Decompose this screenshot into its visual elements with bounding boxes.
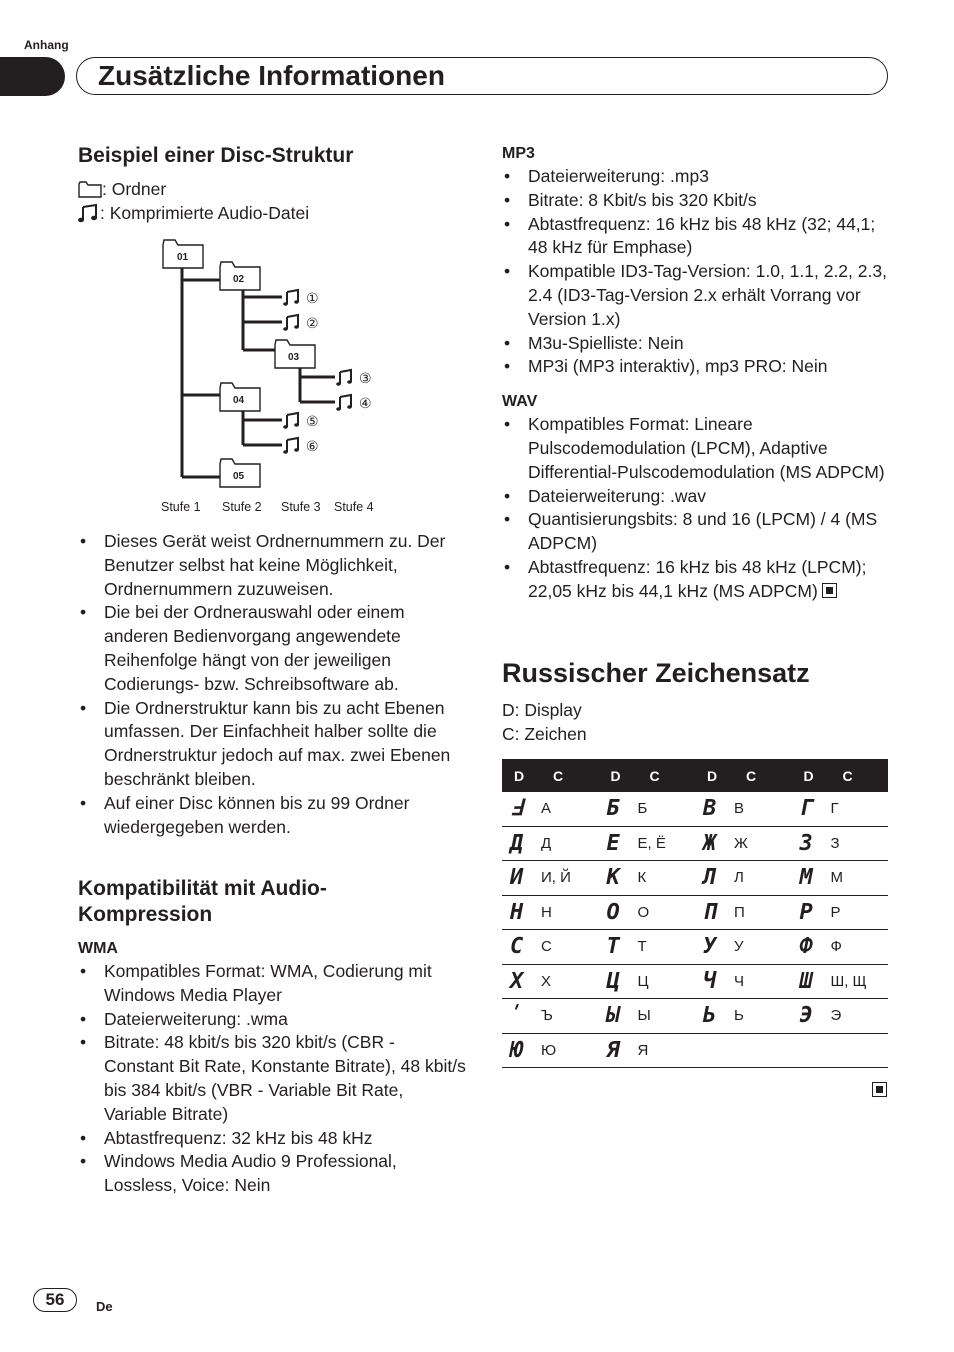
table-cell-display [695, 999, 734, 1034]
table-cell-character: Я [637, 1033, 694, 1068]
legend-audio [78, 201, 468, 225]
folder-03-label: 03 [288, 352, 300, 363]
table-cell-display [598, 964, 637, 999]
table-cell-display [695, 964, 734, 999]
table-cell-display [502, 930, 541, 965]
display-glyph: Ь [702, 1003, 716, 1029]
table-cell-display [791, 1033, 830, 1068]
table-header: C [734, 759, 791, 792]
folder-04-label: 04 [233, 395, 245, 406]
table-cell-display [598, 861, 637, 896]
display-glyph: О [606, 899, 619, 925]
wma-heading: WMA [78, 940, 118, 957]
list-item: • Abtastfrequenz: 32 kHz bis 48 kHz [80, 1127, 373, 1148]
folder-01-label: 01 [177, 252, 189, 263]
folder-02-label: 02 [233, 274, 245, 285]
display-glyph: Д [510, 830, 523, 856]
table-cell-character: Э [830, 999, 888, 1034]
key-display: D: Display [502, 700, 582, 720]
mp3-section [502, 145, 892, 604]
list-item: • Abtastfrequenz: 16 kHz bis 48 kHz (LPCM); 22,05 kHz bis 44,1 kHz (MS ADPCM) [504, 556, 867, 601]
display-glyph: Ы [606, 1003, 619, 1029]
table-row [502, 999, 888, 1034]
table-cell-character: Ш, Щ [830, 964, 888, 999]
table-cell-display [695, 930, 734, 965]
table-row [502, 792, 888, 826]
table-cell-display [502, 999, 541, 1034]
table-header: C [637, 759, 694, 792]
table-row [502, 1033, 888, 1068]
table-header: D [502, 759, 541, 792]
compat-heading: Kompatibilität mit Audio-Kompression [78, 877, 327, 926]
file-5-label: ⑤ [306, 414, 319, 430]
table-cell-character: О [637, 895, 694, 930]
level-4-label: Stufe 4 [334, 500, 374, 514]
table-cell-display [695, 826, 734, 861]
table-cell-character: Н [541, 895, 598, 930]
table-cell-character: Ь [734, 999, 791, 1034]
legend-audio-text: : Komprimierte Audio-Datei [100, 203, 310, 223]
table-cell-character: У [734, 930, 791, 965]
charset-table [502, 759, 888, 1068]
table-cell-character: Е, Ё [637, 826, 694, 861]
display-glyph: Ф [799, 934, 812, 960]
table-cell-character [734, 1033, 791, 1068]
table-cell-display [791, 964, 830, 999]
table-row [502, 861, 888, 896]
table-cell-display [791, 930, 830, 965]
table-cell-display [598, 1033, 637, 1068]
end-mark-icon [872, 1082, 887, 1097]
music-note-icon [78, 203, 100, 223]
file-1-label: ① [306, 291, 319, 307]
music-note-icon [336, 395, 352, 411]
table-cell-display [791, 792, 830, 826]
disc-structure-section [78, 143, 468, 225]
table-cell-character: С [541, 930, 598, 965]
table-cell-display [502, 826, 541, 861]
list-item: • Quantisierungsbits: 8 und 16 (LPCM) / 4 (MS ADPCM) [504, 509, 878, 554]
table-row [502, 895, 888, 930]
page-title: Zusätzliche Informationen [98, 60, 445, 91]
table-row [502, 826, 888, 861]
display-glyph: ʹ [510, 1003, 523, 1029]
list-item: • Kompatibles Format: Lineare Pulscodemodulation (LPCM), Adaptive Differential-Pulscodemodulation (MS ADPCM) [504, 414, 885, 482]
table-cell-character: К [637, 861, 694, 896]
display-glyph: Т [606, 934, 619, 960]
table-cell-display [791, 861, 830, 896]
display-glyph: Ю [510, 1037, 523, 1063]
display-glyph: С [510, 934, 523, 960]
table-cell-character: Л [734, 861, 791, 896]
display-glyph: Н [510, 899, 523, 925]
table-row [502, 964, 888, 999]
list-item: • Dieses Gerät weist Ordnernummern zu. Der Benutzer selbst hat keine Möglichkeit, Ordnernummern zuzuweisen. [80, 531, 446, 599]
music-note-icon [283, 413, 299, 429]
display-glyph: Я [606, 1037, 619, 1063]
page-number: 56 [33, 1288, 77, 1312]
wav-heading: WAV [502, 393, 538, 411]
list-item: • MP3i (MP3 interaktiv), mp3 PRO: Nein [504, 356, 828, 377]
table-cell-character: Ю [541, 1033, 598, 1068]
table-cell-character [830, 1033, 888, 1068]
table-cell-character: Х [541, 964, 598, 999]
table-header: C [830, 759, 888, 792]
table-cell-display [695, 861, 734, 896]
charset-table-wrap [502, 759, 888, 1068]
russian-heading: Russischer Zeichensatz [502, 658, 810, 688]
disc-tree-diagram [150, 235, 390, 525]
table-cell-character: А [541, 792, 598, 826]
table-cell-display [791, 999, 830, 1034]
file-3-label: ③ [359, 371, 372, 387]
table-cell-character: Д [541, 826, 598, 861]
table-cell-display [598, 826, 637, 861]
display-glyph: М [799, 865, 812, 891]
level-1-label: Stufe 1 [161, 500, 201, 514]
music-note-icon [283, 290, 299, 306]
table-cell-character: Ф [830, 930, 888, 965]
section-label: Anhang [24, 38, 69, 52]
table-cell-display [695, 895, 734, 930]
table-cell-character: Ц [637, 964, 694, 999]
list-item: • Windows Media Audio 9 Professional, Lossless, Voice: Nein [80, 1151, 397, 1196]
legend-folder [78, 177, 468, 201]
music-note-icon [283, 438, 299, 454]
table-cell-display [598, 930, 637, 965]
table-cell-character: Б [637, 792, 694, 826]
list-item: • Dateierweiterung: .wav [504, 485, 706, 506]
display-glyph: Ⅎ [510, 796, 522, 822]
table-cell-character: Ж [734, 826, 791, 861]
file-6-label: ⑥ [306, 439, 319, 455]
folder-05-label: 05 [233, 471, 245, 482]
table-cell-character: Т [637, 930, 694, 965]
table-row [502, 930, 888, 965]
mp3-heading: MP3 [502, 145, 535, 162]
level-2-label: Stufe 2 [222, 500, 262, 514]
end-mark-icon [822, 583, 837, 598]
table-header: D [695, 759, 734, 792]
section-tab [0, 57, 65, 96]
display-glyph: П [702, 899, 716, 925]
folder-icon [78, 180, 102, 198]
table-cell-display [695, 792, 734, 826]
list-item: • Dateierweiterung: .wma [80, 1008, 288, 1029]
table-header: C [541, 759, 598, 792]
list-item: • Abtastfrequenz: 16 kHz bis 48 kHz (32; 44,1; 48 kHz für Emphase) [504, 213, 876, 258]
display-glyph: У [702, 934, 716, 960]
table-cell-character: П [734, 895, 791, 930]
display-glyph: Г [799, 796, 812, 822]
table-cell-display [502, 861, 541, 896]
display-glyph: Ч [702, 968, 716, 994]
display-glyph: Ж [702, 830, 716, 856]
table-cell-character: Ы [637, 999, 694, 1034]
russian-section [502, 657, 892, 747]
legend-folder-text: : Ordner [102, 179, 167, 199]
table-cell-character: И, Й [541, 861, 598, 896]
compat-section [78, 876, 468, 1198]
table-cell-display [791, 895, 830, 930]
disc-notes [78, 530, 466, 839]
table-cell-character: З [830, 826, 888, 861]
table-cell-character: Ч [734, 964, 791, 999]
display-glyph: В [702, 796, 716, 822]
table-cell-character: М [830, 861, 888, 896]
table-cell-display [502, 1033, 541, 1068]
table-cell-display [502, 964, 541, 999]
table-header: D [791, 759, 830, 792]
list-item: • Dateierweiterung: .mp3 [504, 166, 709, 186]
table-cell-display [695, 1033, 734, 1068]
display-glyph: К [606, 865, 619, 891]
list-item: • Auf einer Disc können bis zu 99 Ordner wiedergegeben werden. [80, 792, 410, 837]
list-item: • Bitrate: 8 Kbit/s bis 320 Kbit/s [504, 189, 757, 210]
list-item: • Bitrate: 48 kbit/s bis 320 kbit/s (CBR - Constant Bit Rate, Konstante Bitrate), 48 kbit/s bis 384 kbit/s (VBR - Variable Bit Rate, Variable Bitrate) [80, 1032, 466, 1124]
display-glyph: Ц [606, 968, 619, 994]
table-cell-character: Г [830, 792, 888, 826]
display-glyph: Х [510, 968, 523, 994]
music-note-icon [283, 315, 299, 331]
table-cell-display [598, 792, 637, 826]
list-item: • Kompatibles Format: WMA, Codierung mit Windows Media Player [80, 961, 432, 1005]
language-code: De [96, 1299, 113, 1314]
music-note-icon [336, 370, 352, 386]
table-cell-display [598, 999, 637, 1034]
file-2-label: ② [306, 316, 319, 332]
table-cell-character: Р [830, 895, 888, 930]
key-character: C: Zeichen [502, 723, 587, 744]
file-4-label: ④ [359, 396, 372, 412]
display-glyph: Э [799, 1003, 812, 1029]
display-glyph: И [510, 865, 523, 891]
display-glyph: Е [606, 830, 619, 856]
list-item: • Die Ordnerstruktur kann bis zu acht Ebenen umfassen. Der Einfachheit halber sollte die Ordnerstruktur jedoch auf max. zwei Ebenen beschränkt bleiben. [80, 697, 451, 789]
table-cell-character: Ъ [541, 999, 598, 1034]
level-3-label: Stufe 3 [281, 500, 321, 514]
display-glyph: Б [606, 796, 619, 822]
display-glyph: З [799, 830, 812, 856]
list-item: • M3u-Spielliste: Nein [504, 332, 684, 353]
list-item: • Kompatible ID3-Tag-Version: 1.0, 1.1, 2.2, 2.3, 2.4 (ID3-Tag-Version 2.x erhält Vorrang vor Version 1.x) [504, 261, 887, 329]
display-glyph: Р [799, 899, 812, 925]
display-glyph: Л [702, 865, 716, 891]
list-item: • Die bei der Ordnerauswahl oder einem anderen Bedienvorgang angewendete Reihenfolge hängt von der jeweiligen Codierungs- bzw. Schreibsoftware ab. [80, 602, 405, 694]
disc-heading: Beispiel einer Disc-Struktur [78, 144, 354, 167]
display-glyph: Ш [799, 968, 812, 994]
table-cell-display [502, 792, 541, 826]
table-cell-display [598, 895, 637, 930]
table-cell-display [791, 826, 830, 861]
table-cell-character: В [734, 792, 791, 826]
table-cell-display [502, 895, 541, 930]
table-header: D [598, 759, 637, 792]
